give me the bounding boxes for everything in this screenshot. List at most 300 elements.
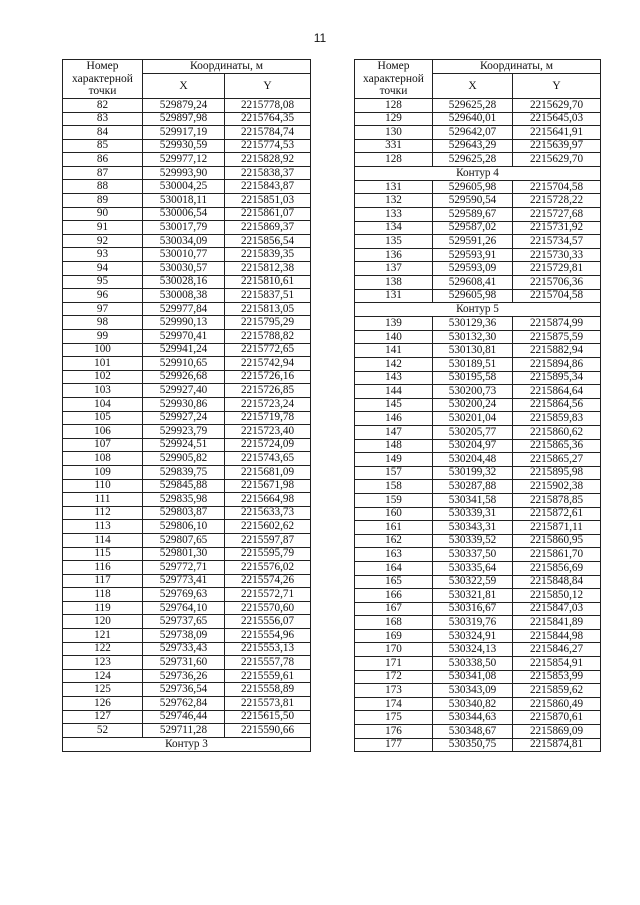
coordinates-header: Координаты, м	[143, 60, 311, 74]
y-coordinate-cell: 2215854,91	[513, 657, 601, 671]
x-coordinate-cell: 530324,91	[433, 629, 513, 643]
x-coordinate-cell: 530343,31	[433, 521, 513, 535]
x-coordinate-cell: 529845,88	[143, 479, 225, 493]
table-body	[355, 98, 601, 751]
point-number-cell: 117	[63, 574, 143, 588]
point-number-cell: 88	[63, 180, 143, 194]
coordinates-table-left	[62, 59, 311, 752]
y-header: Y	[225, 73, 311, 98]
x-coordinate-cell: 530319,76	[433, 616, 513, 630]
x-coordinate-cell: 530018,11	[143, 194, 225, 208]
table-row	[63, 615, 311, 629]
point-number-cell: 116	[63, 561, 143, 575]
y-coordinate-cell: 2215859,62	[513, 684, 601, 698]
table-row	[355, 616, 601, 630]
table-row	[355, 371, 601, 385]
y-coordinate-cell: 2215841,89	[513, 616, 601, 630]
x-coordinate-cell: 530339,52	[433, 534, 513, 548]
y-coordinate-cell: 2215554,96	[225, 629, 311, 643]
y-coordinate-cell: 2215795,29	[225, 316, 311, 330]
table-row	[355, 194, 601, 208]
x-coordinate-cell: 530343,09	[433, 684, 513, 698]
point-number-cell: 124	[63, 669, 143, 683]
table-row	[355, 330, 601, 344]
table-row	[63, 207, 311, 221]
x-coordinate-cell: 530200,24	[433, 398, 513, 412]
y-coordinate-cell: 2215871,11	[513, 521, 601, 535]
y-coordinate-cell: 2215882,94	[513, 344, 601, 358]
y-coordinate-cell: 2215847,03	[513, 602, 601, 616]
x-coordinate-cell: 529993,90	[143, 166, 225, 180]
x-header: X	[143, 73, 225, 98]
x-coordinate-cell: 530004,25	[143, 180, 225, 194]
x-coordinate-cell: 529762,84	[143, 697, 225, 711]
point-number-cell: 84	[63, 126, 143, 140]
y-coordinate-cell: 2215839,35	[225, 248, 311, 262]
y-coordinate-cell: 2215864,64	[513, 385, 601, 399]
point-number-cell: 137	[355, 262, 433, 276]
table-row	[63, 112, 311, 126]
y-coordinate-cell: 2215633,73	[225, 506, 311, 520]
point-number-cell: 118	[63, 588, 143, 602]
point-number-cell: 107	[63, 438, 143, 452]
y-coordinate-cell: 2215595,79	[225, 547, 311, 561]
x-coordinate-cell: 530006,54	[143, 207, 225, 221]
page-number: 11	[313, 31, 327, 45]
table-row	[63, 139, 311, 153]
table-row	[355, 126, 601, 140]
x-coordinate-cell: 530339,31	[433, 507, 513, 521]
y-coordinate-cell: 2215558,89	[225, 683, 311, 697]
y-header: Y	[513, 73, 601, 98]
x-coordinate-cell: 529736,54	[143, 683, 225, 697]
y-coordinate-cell: 2215664,98	[225, 493, 311, 507]
table-row	[355, 248, 601, 262]
y-coordinate-cell: 2215864,56	[513, 398, 601, 412]
x-coordinate-cell: 530341,08	[433, 670, 513, 684]
table-row	[355, 139, 601, 153]
y-coordinate-cell: 2215874,99	[513, 317, 601, 331]
y-coordinate-cell: 2215865,27	[513, 453, 601, 467]
y-coordinate-cell: 2215813,05	[225, 302, 311, 316]
y-coordinate-cell: 2215671,98	[225, 479, 311, 493]
point-number-cell: 134	[355, 221, 433, 235]
point-number-cell: 143	[355, 371, 433, 385]
x-coordinate-cell: 530324,13	[433, 643, 513, 657]
table-row	[63, 166, 311, 180]
y-coordinate-cell: 2215728,22	[513, 194, 601, 208]
y-coordinate-cell: 2215706,36	[513, 276, 601, 290]
y-coordinate-cell: 2215838,37	[225, 166, 311, 180]
table-row	[355, 358, 601, 372]
point-number-cell: 102	[63, 370, 143, 384]
point-header-line: точки	[379, 85, 408, 98]
y-coordinate-cell: 2215895,34	[513, 371, 601, 385]
x-coordinate-cell: 530335,64	[433, 561, 513, 575]
table-row	[355, 507, 601, 521]
x-coordinate-cell: 529801,30	[143, 547, 225, 561]
y-coordinate-cell: 2215828,92	[225, 153, 311, 167]
point-number-cell: 122	[63, 642, 143, 656]
point-number-cell: 121	[63, 629, 143, 643]
y-coordinate-cell: 2215846,27	[513, 643, 601, 657]
point-number-cell: 144	[355, 385, 433, 399]
x-coordinate-cell: 529897,98	[143, 112, 225, 126]
y-coordinate-cell: 2215556,07	[225, 615, 311, 629]
table-row	[355, 480, 601, 494]
table-row	[63, 588, 311, 602]
x-coordinate-cell: 529839,75	[143, 465, 225, 479]
y-coordinate-cell: 2215731,92	[513, 221, 601, 235]
x-coordinate-cell: 529737,65	[143, 615, 225, 629]
point-number-cell: 100	[63, 343, 143, 357]
table-row	[355, 684, 601, 698]
y-coordinate-cell: 2215704,58	[513, 289, 601, 303]
x-coordinate-cell: 530201,04	[433, 412, 513, 426]
table-row	[355, 276, 601, 290]
table-row	[63, 479, 311, 493]
table-row	[63, 221, 311, 235]
table-row	[63, 561, 311, 575]
y-coordinate-cell: 2215869,37	[225, 221, 311, 235]
y-coordinate-cell: 2215902,38	[513, 480, 601, 494]
point-number-cell: 176	[355, 725, 433, 739]
point-number-cell: 157	[355, 466, 433, 480]
y-coordinate-cell: 2215742,94	[225, 357, 311, 371]
point-number-cell: 110	[63, 479, 143, 493]
point-number-cell: 126	[63, 697, 143, 711]
x-coordinate-cell: 530028,16	[143, 275, 225, 289]
point-number-cell: 120	[63, 615, 143, 629]
point-number-cell: 108	[63, 452, 143, 466]
point-number-cell: 162	[355, 534, 433, 548]
point-number-cell: 95	[63, 275, 143, 289]
point-number-cell: 109	[63, 465, 143, 479]
point-number-header	[355, 60, 433, 99]
x-coordinate-cell: 529643,29	[433, 139, 513, 153]
table-row	[355, 561, 601, 575]
y-coordinate-cell: 2215861,70	[513, 548, 601, 562]
point-number-cell: 140	[355, 330, 433, 344]
x-coordinate-cell: 530341,58	[433, 493, 513, 507]
x-coordinate-cell: 529803,87	[143, 506, 225, 520]
x-coordinate-cell: 529924,51	[143, 438, 225, 452]
header-row	[63, 60, 311, 74]
y-coordinate-cell: 2215559,61	[225, 669, 311, 683]
x-coordinate-cell: 530316,67	[433, 602, 513, 616]
y-coordinate-cell: 2215553,13	[225, 642, 311, 656]
y-coordinate-cell: 2215856,54	[225, 234, 311, 248]
x-coordinate-cell: 530348,67	[433, 725, 513, 739]
point-number-cell: 331	[355, 139, 433, 153]
y-coordinate-cell: 2215778,08	[225, 98, 311, 112]
y-coordinate-cell: 2215895,98	[513, 466, 601, 480]
y-coordinate-cell: 2215853,99	[513, 670, 601, 684]
contour-label: Контур 4	[355, 166, 601, 180]
table-row	[355, 221, 601, 235]
point-number-cell: 114	[63, 533, 143, 547]
table-row	[63, 629, 311, 643]
point-header-line: точки	[88, 85, 117, 98]
y-coordinate-cell: 2215874,81	[513, 738, 601, 752]
y-coordinate-cell: 2215557,78	[225, 656, 311, 670]
table-row	[355, 534, 601, 548]
table-row	[355, 738, 601, 752]
point-number-cell: 172	[355, 670, 433, 684]
x-coordinate-cell: 529930,59	[143, 139, 225, 153]
point-number-cell: 85	[63, 139, 143, 153]
table-row	[355, 412, 601, 426]
y-coordinate-cell: 2215861,07	[225, 207, 311, 221]
y-coordinate-cell: 2215590,66	[225, 724, 311, 738]
point-number-cell: 97	[63, 302, 143, 316]
x-coordinate-cell: 529927,40	[143, 384, 225, 398]
table-row	[63, 275, 311, 289]
table-row	[63, 425, 311, 439]
point-number-cell: 113	[63, 520, 143, 534]
x-coordinate-cell: 530199,32	[433, 466, 513, 480]
table-row	[355, 385, 601, 399]
x-coordinate-cell: 530321,81	[433, 589, 513, 603]
point-number-cell: 86	[63, 153, 143, 167]
header-row	[355, 60, 601, 74]
x-coordinate-cell: 529977,12	[143, 153, 225, 167]
y-coordinate-cell: 2215872,61	[513, 507, 601, 521]
point-number-cell: 128	[355, 153, 433, 167]
table-row	[355, 643, 601, 657]
x-coordinate-cell: 529593,91	[433, 248, 513, 262]
x-coordinate-cell: 530132,30	[433, 330, 513, 344]
x-coordinate-cell: 530337,50	[433, 548, 513, 562]
x-coordinate-cell: 529642,07	[433, 126, 513, 140]
point-number-cell: 125	[63, 683, 143, 697]
point-number-cell: 127	[63, 710, 143, 724]
table-row	[63, 452, 311, 466]
x-coordinate-cell: 529923,79	[143, 425, 225, 439]
y-coordinate-cell: 2215860,95	[513, 534, 601, 548]
point-header-line: Номер	[377, 60, 410, 72]
x-coordinate-cell: 530340,82	[433, 697, 513, 711]
x-coordinate-cell: 529970,41	[143, 330, 225, 344]
point-number-cell: 93	[63, 248, 143, 262]
x-coordinate-cell: 530287,88	[433, 480, 513, 494]
point-number-cell: 166	[355, 589, 433, 603]
point-number-cell: 112	[63, 506, 143, 520]
y-coordinate-cell: 2215726,85	[225, 384, 311, 398]
point-number-cell: 145	[355, 398, 433, 412]
point-number-cell: 175	[355, 711, 433, 725]
x-coordinate-cell: 530350,75	[433, 738, 513, 752]
y-coordinate-cell: 2215629,70	[513, 98, 601, 112]
point-number-cell: 103	[63, 384, 143, 398]
section-row	[355, 166, 601, 180]
point-number-cell: 158	[355, 480, 433, 494]
table-row	[355, 548, 601, 562]
point-number-cell: 141	[355, 344, 433, 358]
point-header-line: характерной	[72, 72, 133, 85]
y-coordinate-cell: 2215812,38	[225, 262, 311, 276]
point-number-cell: 111	[63, 493, 143, 507]
point-number-cell: 177	[355, 738, 433, 752]
point-number-cell: 132	[355, 194, 433, 208]
x-coordinate-cell: 530338,50	[433, 657, 513, 671]
point-number-cell: 82	[63, 98, 143, 112]
point-number-cell: 139	[355, 317, 433, 331]
table-row	[63, 438, 311, 452]
table-row	[63, 316, 311, 330]
x-coordinate-cell: 529927,24	[143, 411, 225, 425]
point-number-cell: 91	[63, 221, 143, 235]
table-row	[63, 506, 311, 520]
y-coordinate-cell: 2215723,24	[225, 397, 311, 411]
point-number-cell: 90	[63, 207, 143, 221]
point-number-cell: 160	[355, 507, 433, 521]
y-coordinate-cell: 2215878,85	[513, 493, 601, 507]
y-coordinate-cell: 2215727,68	[513, 208, 601, 222]
x-coordinate-cell: 529605,98	[433, 289, 513, 303]
table-row	[355, 670, 601, 684]
x-coordinate-cell: 529905,82	[143, 452, 225, 466]
y-coordinate-cell: 2215723,40	[225, 425, 311, 439]
point-number-cell: 135	[355, 235, 433, 249]
point-number-cell: 146	[355, 412, 433, 426]
y-coordinate-cell: 2215848,84	[513, 575, 601, 589]
x-coordinate-cell: 529736,26	[143, 669, 225, 683]
point-number-cell: 129	[355, 112, 433, 126]
point-number-cell: 115	[63, 547, 143, 561]
table-row	[355, 453, 601, 467]
y-coordinate-cell: 2215844,98	[513, 629, 601, 643]
table-row	[63, 153, 311, 167]
table-row	[355, 629, 601, 643]
point-number-cell: 163	[355, 548, 433, 562]
y-coordinate-cell: 2215724,09	[225, 438, 311, 452]
x-coordinate-cell: 529733,43	[143, 642, 225, 656]
table-row	[63, 669, 311, 683]
y-coordinate-cell: 2215615,50	[225, 710, 311, 724]
point-number-cell: 142	[355, 358, 433, 372]
y-coordinate-cell: 2215870,61	[513, 711, 601, 725]
table-row	[63, 656, 311, 670]
x-coordinate-cell: 530130,81	[433, 344, 513, 358]
table-row	[63, 126, 311, 140]
point-number-cell: 147	[355, 425, 433, 439]
table-row	[63, 98, 311, 112]
y-coordinate-cell: 2215743,65	[225, 452, 311, 466]
table-row	[63, 384, 311, 398]
table-row	[63, 262, 311, 276]
point-number-cell: 92	[63, 234, 143, 248]
x-coordinate-cell: 529769,63	[143, 588, 225, 602]
table-row	[63, 411, 311, 425]
point-number-cell: 171	[355, 657, 433, 671]
y-coordinate-cell: 2215729,81	[513, 262, 601, 276]
y-coordinate-cell: 2215572,71	[225, 588, 311, 602]
point-header-line: Номер	[86, 60, 119, 72]
table-row	[355, 262, 601, 276]
y-coordinate-cell: 2215602,62	[225, 520, 311, 534]
x-coordinate-cell: 529806,10	[143, 520, 225, 534]
table-row	[355, 112, 601, 126]
table-row	[355, 521, 601, 535]
table-row	[355, 439, 601, 453]
point-header-line: характерной	[363, 72, 424, 85]
y-coordinate-cell: 2215629,70	[513, 153, 601, 167]
x-coordinate-cell: 529926,68	[143, 370, 225, 384]
point-number-cell: 87	[63, 166, 143, 180]
table-row	[63, 248, 311, 262]
table-row	[63, 697, 311, 711]
y-coordinate-cell: 2215573,81	[225, 697, 311, 711]
x-coordinate-cell: 529591,26	[433, 235, 513, 249]
x-coordinate-cell: 530189,51	[433, 358, 513, 372]
x-coordinate-cell: 529625,28	[433, 153, 513, 167]
x-coordinate-cell: 529917,19	[143, 126, 225, 140]
x-coordinate-cell: 529640,01	[433, 112, 513, 126]
point-number-cell: 105	[63, 411, 143, 425]
point-number-cell: 174	[355, 697, 433, 711]
y-coordinate-cell: 2215597,87	[225, 533, 311, 547]
table-row	[355, 493, 601, 507]
y-coordinate-cell: 2215810,61	[225, 275, 311, 289]
y-coordinate-cell: 2215774,53	[225, 139, 311, 153]
y-coordinate-cell: 2215851,03	[225, 194, 311, 208]
x-coordinate-cell: 529625,28	[433, 98, 513, 112]
point-number-cell: 164	[355, 561, 433, 575]
y-coordinate-cell: 2215856,69	[513, 561, 601, 575]
table-row	[355, 317, 601, 331]
point-number-cell: 149	[355, 453, 433, 467]
x-coordinate-cell: 530204,48	[433, 453, 513, 467]
table-row	[355, 725, 601, 739]
point-number-cell: 101	[63, 357, 143, 371]
point-number-cell: 123	[63, 656, 143, 670]
point-number-cell: 89	[63, 194, 143, 208]
x-coordinate-cell: 529608,41	[433, 276, 513, 290]
x-coordinate-cell: 529587,02	[433, 221, 513, 235]
table-row	[63, 330, 311, 344]
x-coordinate-cell: 529605,98	[433, 180, 513, 194]
x-coordinate-cell: 529930,86	[143, 397, 225, 411]
table-row	[63, 370, 311, 384]
point-number-cell: 148	[355, 439, 433, 453]
x-coordinate-cell: 530322,59	[433, 575, 513, 589]
y-coordinate-cell: 2215570,60	[225, 601, 311, 615]
table-row	[355, 153, 601, 167]
y-coordinate-cell: 2215860,49	[513, 697, 601, 711]
table-row	[355, 425, 601, 439]
table-row	[355, 180, 601, 194]
table-row	[63, 547, 311, 561]
x-coordinate-cell: 529746,44	[143, 710, 225, 724]
contour-label: Контур 5	[355, 303, 601, 317]
y-coordinate-cell: 2215850,12	[513, 589, 601, 603]
y-coordinate-cell: 2215726,16	[225, 370, 311, 384]
y-coordinate-cell: 2215730,33	[513, 248, 601, 262]
table-row	[63, 343, 311, 357]
point-number-cell: 168	[355, 616, 433, 630]
table-row	[63, 574, 311, 588]
table-row	[355, 711, 601, 725]
y-coordinate-cell: 2215894,86	[513, 358, 601, 372]
point-number-cell: 131	[355, 289, 433, 303]
x-coordinate-cell: 530200,73	[433, 385, 513, 399]
table-row	[355, 289, 601, 303]
x-coordinate-cell: 529711,28	[143, 724, 225, 738]
x-coordinate-cell: 529807,65	[143, 533, 225, 547]
y-coordinate-cell: 2215865,36	[513, 439, 601, 453]
x-coordinate-cell: 529879,24	[143, 98, 225, 112]
